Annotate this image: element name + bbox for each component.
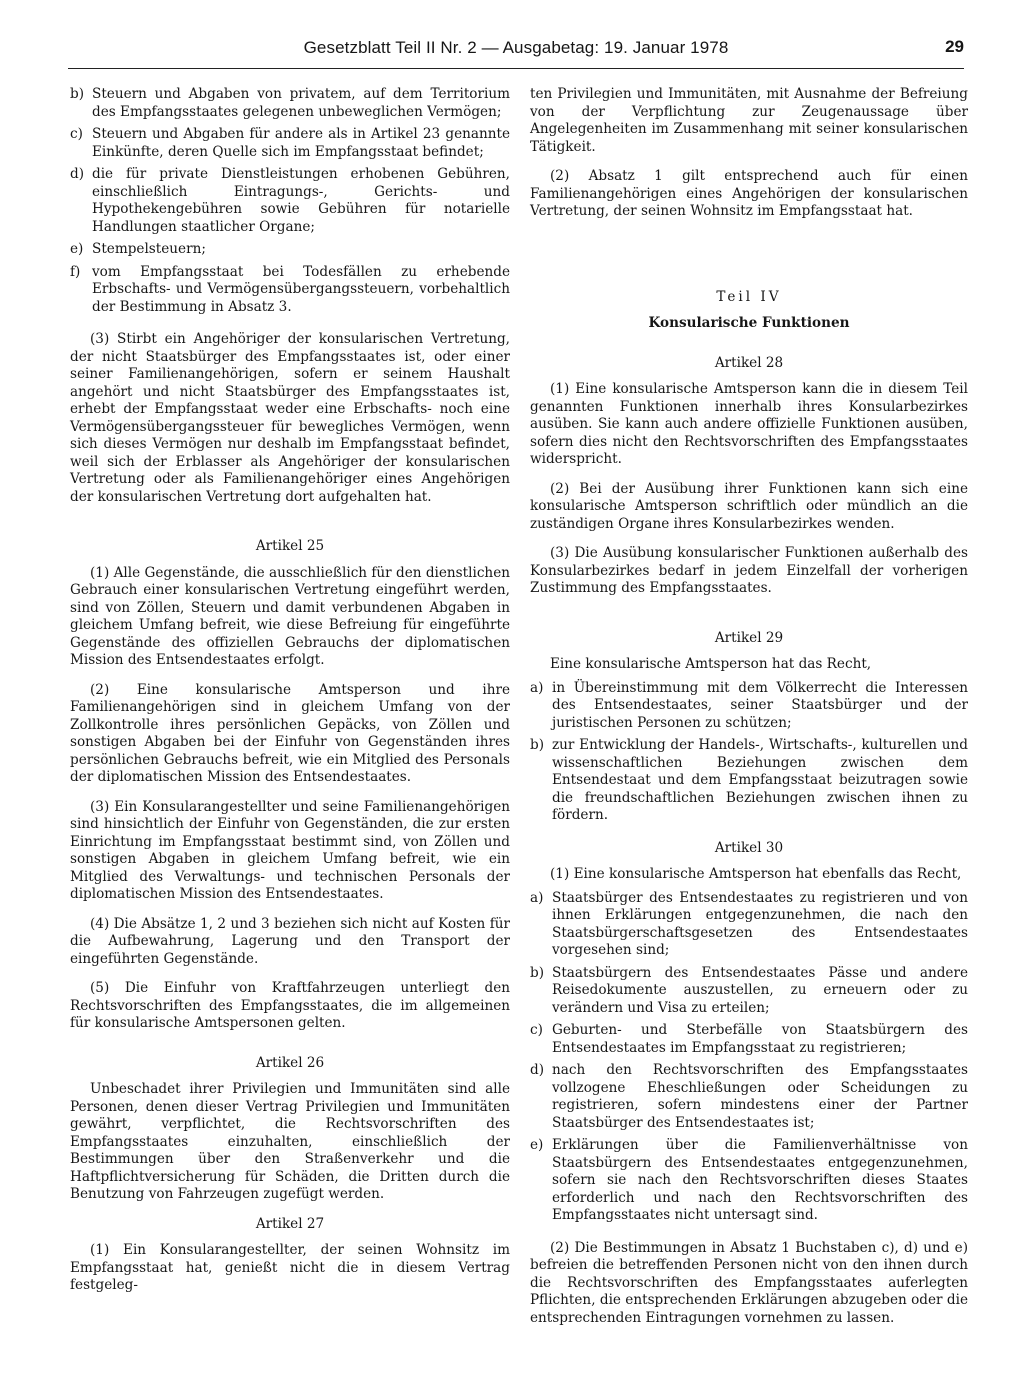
header-title: Gesetzblatt Teil II Nr. 2 — Ausgabetag: 19. Januar 1978	[303, 38, 729, 57]
article-28-heading: Artikel 28	[714, 354, 784, 371]
list-text: Staatsbürger des Entsendestaates zu registrieren und von ihnen Erklärungen entgegenzunehmen, die nach den Staatsbürgerschaftsgesetzen des Entsendestaates vorgesehen sind;	[552, 889, 968, 958]
paragraph-art25-5: (5) Die Einfuhr von Kraftfahrzeugen unterliegt den Rechtsvorschriften des Empfangsstaates, die im allgemeinen für konsularische Amtspersonen gelten.	[70, 980, 510, 1031]
list-label: a)	[530, 889, 544, 906]
list-item-29b	[530, 737, 968, 825]
paragraph-art27-2: (2) Absatz 1 gilt entsprechend auch für einen Familienangehörigen eines Angehörigen der konsularischen Vertretung, der seinen Wohnsitz im Empfangsstaat hat.	[530, 168, 968, 219]
list-text: in Übereinstimmung mit dem Völkerrecht die Interessen des Entsendestaates, seiner Staatsbürger und der juristischen Personen zu schützen;	[552, 679, 968, 731]
list-label: c)	[70, 126, 83, 142]
list-label: d)	[70, 166, 85, 182]
article-29-heading: Artikel 29	[714, 629, 784, 646]
paragraph-art27-1: (1) Ein Konsularangestellter, der seinen Wohnsitz im Empfangsstaat hat, genießt nicht die in diesem Vertrag festgeleg-	[70, 1242, 510, 1293]
list-label: c)	[530, 1022, 543, 1038]
paragraph-art27-1-continued: ten Privilegien und Immunitäten, mit Ausnahme der Befreiung von der Verpflichtung zur Zeugenaussage über Angelegenheiten im Zusammenhang mit seiner konsularischen Tätigkeit.	[530, 86, 968, 155]
list-item-30c	[530, 1022, 968, 1057]
paragraph-art25-2: (2) Eine konsularische Amtsperson und ihre Familienangehörigen sind in gleichem Umfang von der Zollkontrolle ihres persönlichen Gepäcks, von Zöllen und sonstigen Abgaben bei der Einfuhr von Gegenständen ihres persönlichen Gebrauchs befreit, wie ein Mitglied des Personals der diplomatischen Mission des Entsendestaates.	[70, 681, 510, 785]
list-label: b)	[530, 737, 545, 753]
list-label: e)	[70, 241, 84, 257]
paragraph-art29-intro: Eine konsularische Amtsperson hat das Recht,	[550, 656, 872, 672]
list-item-b	[70, 86, 510, 121]
paragraph-art24-3: (3) Stirbt ein Angehöriger der konsularischen Vertretung, der nicht Staatsbürger des Empfangsstaates ist, oder einer seiner Familienangehörigen, sofern er seinem Haushalt angehört und nicht Staatsbürger des Empfangsstaates ist, erhebt der Empfangsstaat weder eine Erbschafts- noch eine Vermögensübergangssteuer für bewegliches Vermögen, wenn sich dieses Vermögen nur deshalb im Empfangsstaat befindet, weil sich der Erblasser als Angehöriger der konsularischen Vertretung oder als Familienangehöriger eines Angehörigen der konsularischen Vertretung dort aufgehalten hat.	[70, 331, 510, 505]
list-item-30b	[530, 965, 968, 1018]
list-text: die für private Dienstleistungen erhobenen Gebühren, einschließlich Eintragungs-, Gerichts- und Hypothekengebühren sowie Gebühren für notarielle Handlungen staatlicher Organe;	[92, 166, 510, 235]
paragraph-art28-3: (3) Die Ausübung konsularischer Funktionen außerhalb des Konsularbezirkes bedarf in jedem Einzelfall der vorherigen Zustimmung des Empfangsstaates.	[530, 545, 968, 596]
list-item-c	[70, 126, 510, 161]
page-header	[68, 36, 964, 69]
list-text: vom Empfangsstaat bei Todesfällen zu erhebende Erbschafts- und Vermögensübergangssteuern, vorbehaltlich der Bestimmung in Absatz 3.	[92, 263, 510, 315]
paragraph-art26: Unbeschadet ihrer Privilegien und Immunitäten sind alle Personen, denen dieser Vertrag Privilegien und Immunitäten gewährt, verpflichtet, die Rechtsvorschriften des Empfangsstaates einzuhalten, einschließlich der Bestimmungen über den Straßenverkehr und die Haftpflichtversicherung für Schäden, die Dritten durch die Benutzung von Fahrzeugen zugefügt werden.	[70, 1081, 510, 1202]
paragraph-art28-1: (1) Eine konsularische Amtsperson kann die in diesem Teil genannten Funktionen innerhalb ihres Konsularbezirkes ausüben. Sie kann auch andere offizielle Funktionen ausüben, sofern dies nicht den Rechtsvorschriften des Empfangsstaates widerspricht.	[530, 381, 968, 467]
list-item-f	[70, 264, 510, 317]
article-30-heading: Artikel 30	[714, 839, 784, 856]
article-25-heading: Artikel 25	[255, 538, 325, 554]
part-title: Konsularische Funktionen	[648, 315, 850, 331]
list-label: f)	[70, 263, 81, 280]
left-column	[70, 86, 510, 1307]
list-text: nach den Rechtsvorschriften des Empfangsstaates vollzogene Eheschließungen oder Scheidungen zu registrieren, sofern mindestens einer der Partner Staatsbürger des Entsendestaates ist;	[552, 1062, 968, 1131]
list-text: zur Entwicklung der Handels-, Wirtschafts-, kulturellen und wissenschaftlichen Beziehungen zwischen dem Entsendestaat und dem Empfangsstaat beizutragen sowie die freundschaftlichen Beziehungen zwischen ihnen zu fördern.	[552, 737, 968, 823]
list-text: Steuern und Abgaben von privatem, auf dem Territorium des Empfangsstaates gelegenen unbeweglichen Vermögen;	[92, 86, 510, 120]
list-item-30a	[530, 890, 968, 960]
list-item-e	[70, 241, 510, 259]
list-label: a)	[530, 679, 544, 696]
list-text: Steuern und Abgaben für andere als in Artikel 23 genannte Einkünfte, deren Quelle sich im Empfangsstaat befindet;	[92, 126, 510, 160]
list-label: d)	[530, 1062, 545, 1078]
list-item-29a	[530, 680, 968, 733]
list-label: b)	[530, 964, 545, 981]
list-item-d	[70, 166, 510, 236]
paragraph-art25-1: (1) Alle Gegenstände, die ausschließlich für den dienstlichen Gebrauch einer konsularischen Vertretung eingeführt werden, sind von Zöllen, Steuern und damit verbundenen Abgaben in gleichem Umfang befreit, wie diese Befreiung für eingeführte Gegenstände des offiziellen Gebrauchs der diplomatischen Mission des Entsendestaates erfolgt.	[70, 564, 510, 668]
list-item-30d	[530, 1062, 968, 1132]
paragraph-art30-2: (2) Die Bestimmungen in Absatz 1 Buchstaben c), d) und e) befreien die betreffenden Personen nicht von den ihnen durch die Rechtsvorschriften des Empfangsstaates auferlegten Pflichten, die entsprechenden Erklärungen abzugeben oder die entsprechenden Eintragungen vornehmen zu lassen.	[530, 1239, 968, 1326]
paragraph-art28-2: (2) Bei der Ausübung ihrer Funktionen kann sich eine konsularische Amtsperson schriftlich oder mündlich an die zuständigen Organe ihres Konsularbezirkes wenden.	[530, 480, 968, 532]
paragraph-art25-4: (4) Die Absätze 1, 2 und 3 beziehen sich nicht auf Kosten für die Aufbewahrung, Lagerung und den Transport der eingeführten Gegenstände.	[70, 915, 510, 967]
list-item-30e	[530, 1137, 968, 1225]
right-column	[530, 86, 968, 1339]
page-number: 29	[945, 37, 964, 56]
list-label: b)	[70, 86, 85, 102]
article-27-heading: Artikel 27	[255, 1215, 325, 1232]
list-text: Staatsbürgern des Entsendestaates Pässe und andere Reisedokumente auszustellen, zu erneuern oder zu verändern und Visa zu erteilen;	[552, 964, 968, 1016]
list-text: Geburten- und Sterbefälle von Staatsbürgern des Entsendestaates im Empfangsstaat zu registrieren;	[552, 1022, 968, 1056]
part-heading: Teil IV	[716, 288, 782, 305]
article-26-heading: Artikel 26	[255, 1054, 325, 1071]
list-label: e)	[530, 1137, 544, 1153]
list-text: Erklärungen über die Familienverhältnisse von Staatsbürgern des Entsendestaates entgegenzunehmen, sofern sie nach den Rechtsvorschriften dieses Staates erforderlich und nach den Rechtsvorschriften des Empfangsstaates nicht untersagt sind.	[552, 1137, 968, 1223]
paragraph-art25-3: (3) Ein Konsularangestellter und seine Familienangehörigen sind hinsichtlich der Einfuhr von Gegenständen, die zur ersten Einrichtung im Empfangsstaat bestimmt sind, von Zöllen und sonstigen Abgaben in gleichem Umfang befreit, wie ein Mitglied des Verwaltungs- und technischen Personals der diplomatischen Mission des Entsendestaates.	[70, 798, 510, 902]
paragraph-art30-intro: (1) Eine konsularische Amtsperson hat ebenfalls das Recht,	[550, 866, 962, 882]
list-text: Stempelsteuern;	[92, 241, 206, 257]
